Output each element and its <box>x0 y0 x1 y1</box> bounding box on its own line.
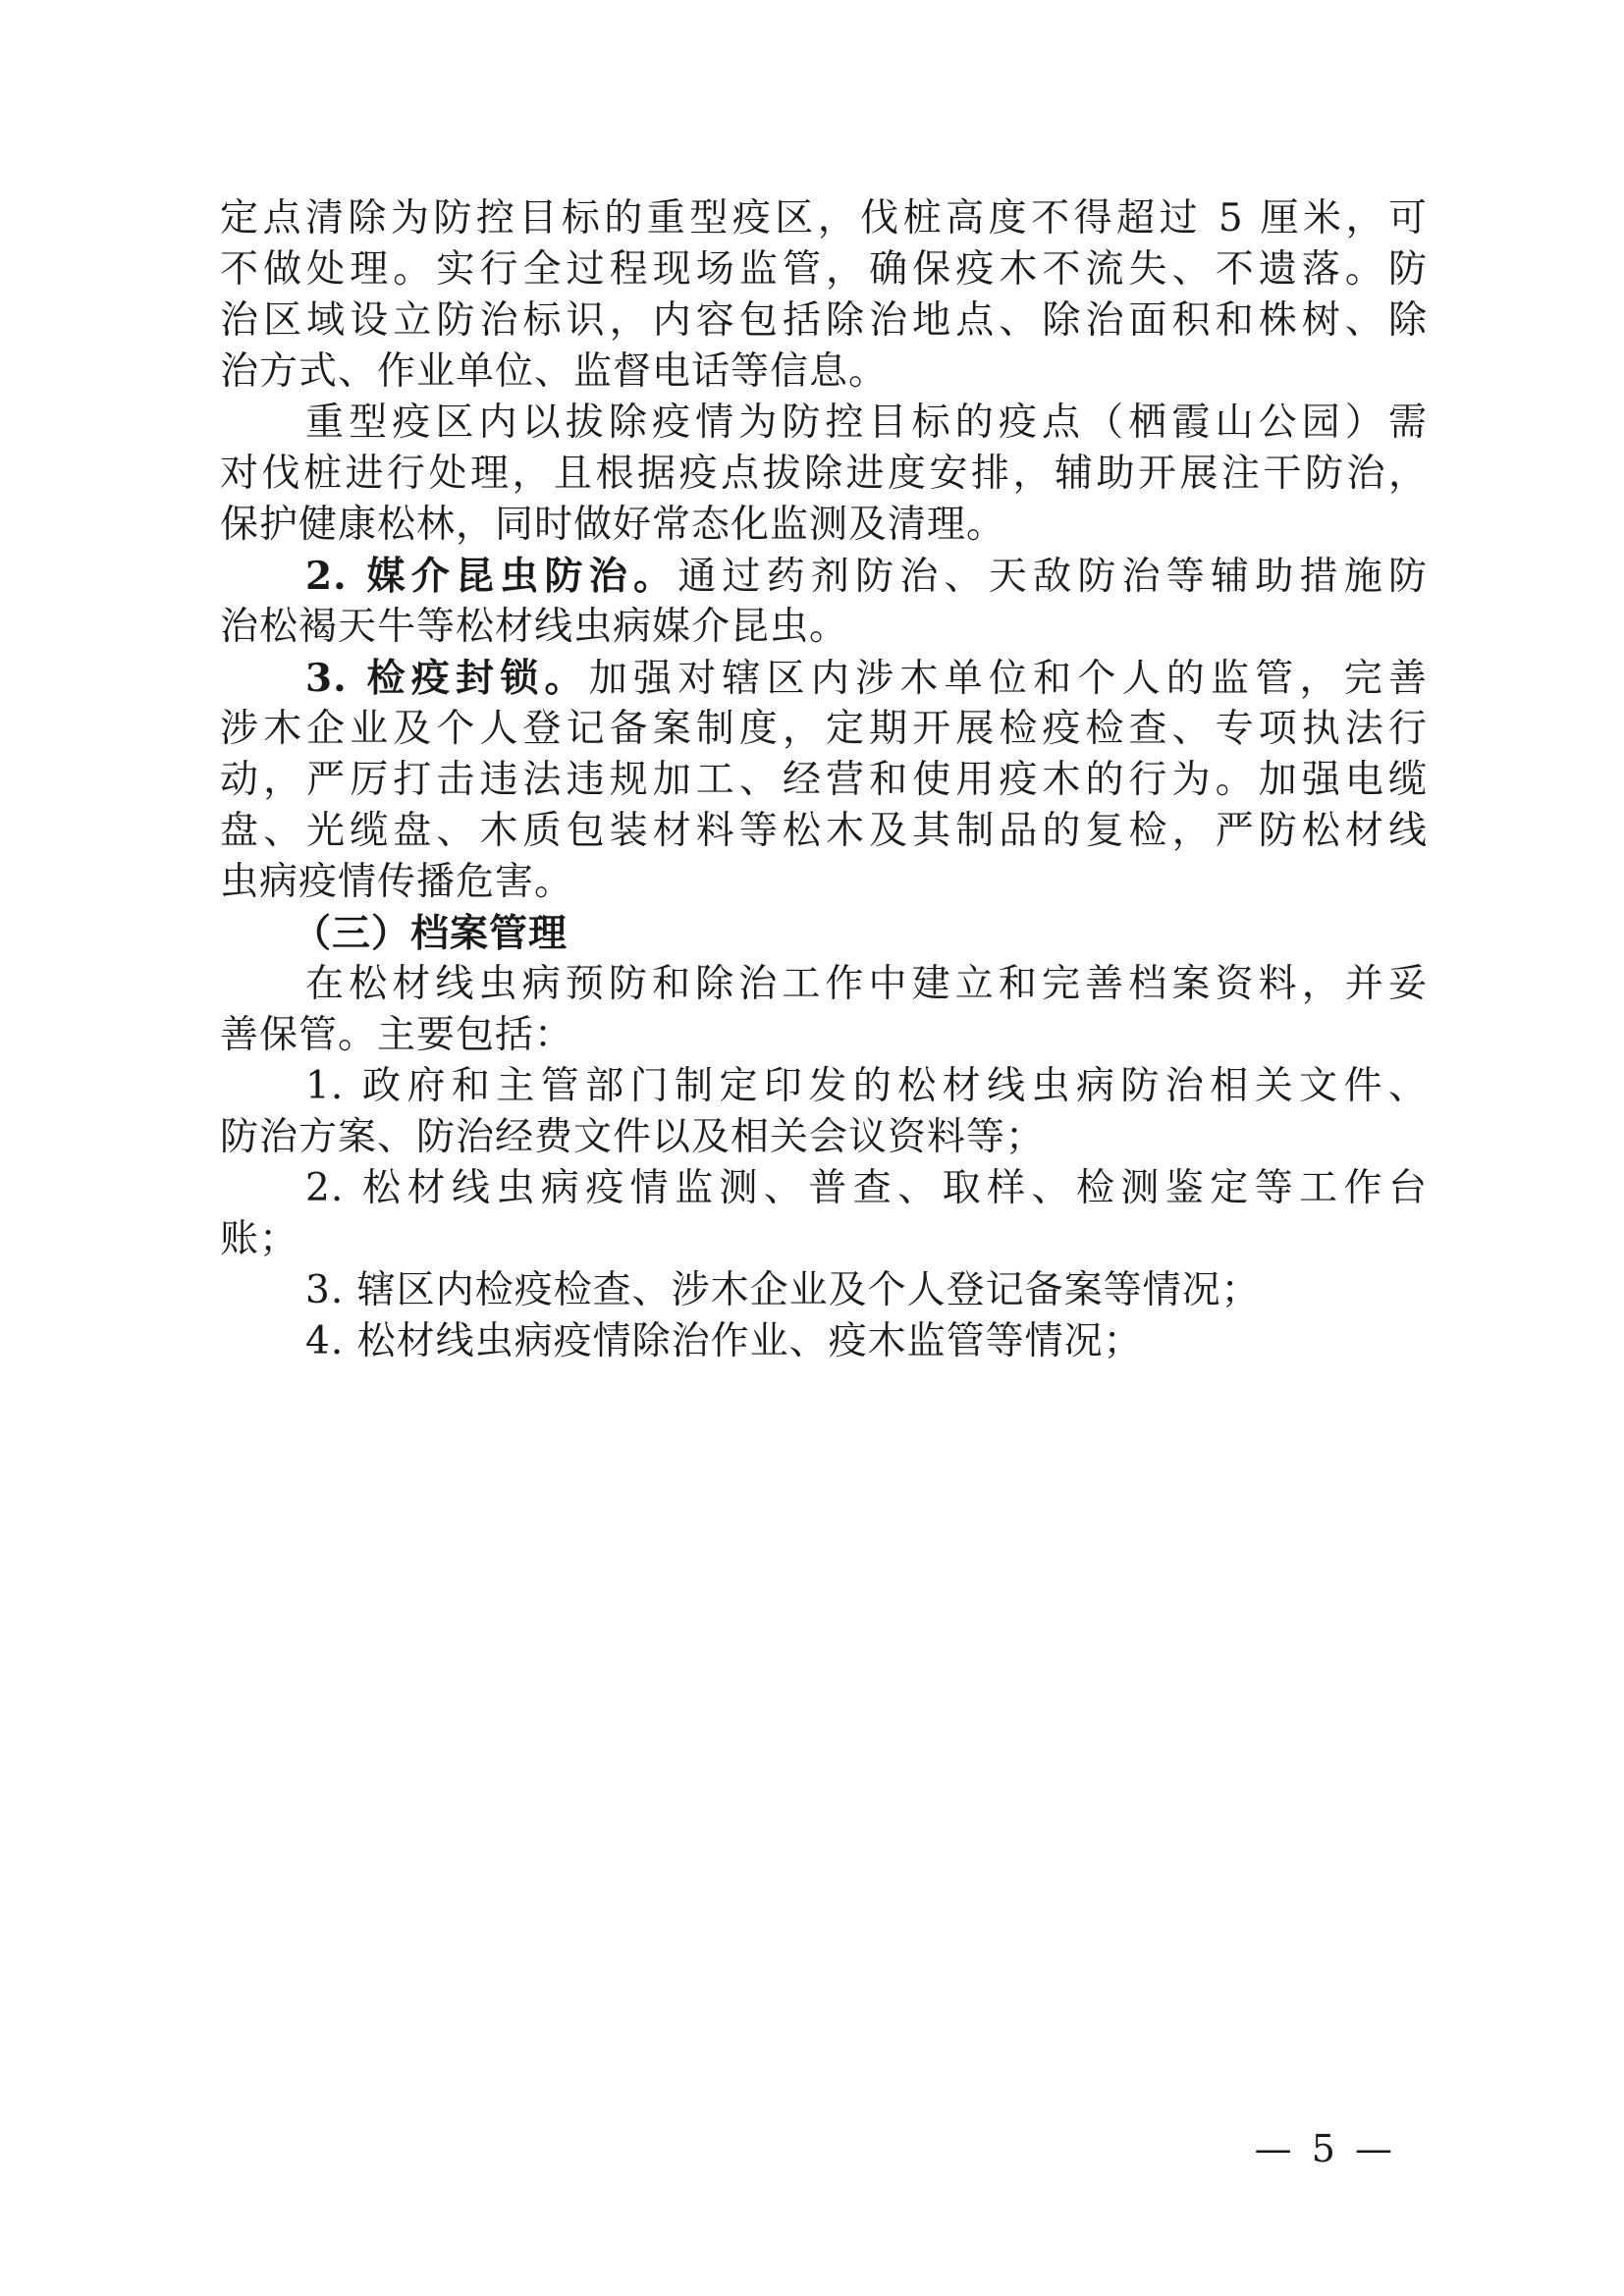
p4-bold-lead: 3. 检疫封锁。 <box>305 656 589 701</box>
item1-line-2: 防治方案、防治经费文件以及相关会议资料等； <box>220 1115 1046 1159</box>
p2-line-1: 重型疫区内以拔除疫情为防控目标的疫点（栖霞山公园）需 <box>305 400 1428 445</box>
page-number: — 5 — <box>1254 2127 1396 2170</box>
p1-line-4: 治方式、作业单位、监督电话等信息。 <box>220 349 889 394</box>
p3-line-1 <box>305 547 1428 606</box>
section-heading: （三）档案管理 <box>293 911 568 956</box>
p5-line-2: 善保管。主要包括： <box>220 1013 574 1057</box>
p1-line-1: 定点清除为防控目标的重型疫区，伐桩高度不得超过 5 厘米，可 <box>220 196 1428 240</box>
p4-line-4: 盘、光缆盘、木质包装材料等松木及其制品的复检，严防松材线 <box>220 809 1428 853</box>
p3-bold-lead: 2. 媒介昆虫防治。 <box>305 554 678 599</box>
p3-line-1-text: 通过药剂防治、天敌防治等辅助措施防 <box>677 555 1428 599</box>
p2-line-3: 保护健康松林，同时做好常态化监测及清理。 <box>220 503 1006 547</box>
item4-line: 4. 松材线虫病疫情除治作业、疫木监管等情况； <box>305 1319 1143 1363</box>
p1-line-3: 治区域设立防治标识，内容包括除治地点、除治面积和株树、除 <box>220 298 1428 343</box>
p5-line-1: 在松材线虫病预防和除治工作中建立和完善档案资料，并妥 <box>305 962 1428 1006</box>
item3-line: 3. 辖区内检疫检查、涉木企业及个人登记备案等情况； <box>305 1268 1261 1312</box>
p1-line-2: 不做处理。实行全过程现场监管，确保疫木不流失、不遗落。防 <box>220 247 1428 292</box>
p3-line-2: 治松褐天牛等松材线虫病媒介昆虫。 <box>220 605 849 649</box>
p4-line-1-text: 加强对辖区内涉木单位和个人的监管，完善 <box>588 657 1428 701</box>
p4-line-3: 动，严厉打击违法违规加工、经营和使用疫木的行为。加强电缆 <box>220 758 1428 802</box>
item1-line-1: 1. 政府和主管部门制定印发的松材线虫病防治相关文件、 <box>305 1064 1428 1108</box>
p4-line-5: 虫病疫情传播危害。 <box>220 860 574 904</box>
p4-line-2: 涉木企业及个人登记备案制度，定期开展检疫检查、专项执法行 <box>220 707 1428 751</box>
item2-line-1: 2. 松材线虫病疫情监测、普查、取样、检测鉴定等工作台 <box>305 1166 1428 1210</box>
item2-line-2: 账； <box>220 1217 299 1261</box>
p2-line-2: 对伐桩进行处理，且根据疫点拔除进度安排，辅助开展注干防治， <box>220 452 1428 496</box>
p4-line-1 <box>305 649 1428 708</box>
